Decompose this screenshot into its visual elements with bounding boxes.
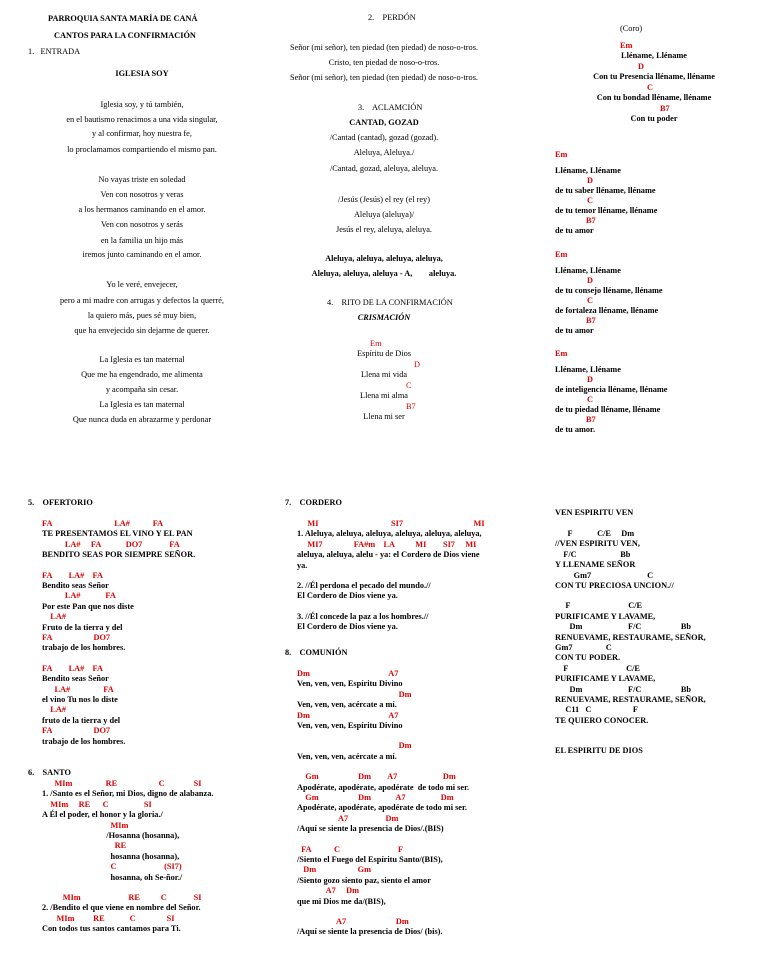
lyric-line: PURIFICAME Y LAVAME, <box>555 611 656 621</box>
chord: Em <box>555 349 568 358</box>
song-title-iglesia-soy: IGLESIA SOY <box>115 69 169 78</box>
chord-line: LA# FA <box>42 591 116 601</box>
chord: Em <box>555 250 568 259</box>
chord: Em <box>555 150 568 159</box>
lyric-line: La Iglesia es tan maternal <box>99 400 185 409</box>
lyric-line: ya. <box>297 560 308 570</box>
lyric-line: de inteligencia lléname, lléname <box>555 385 668 394</box>
lyric-line: Yo le veré, envejecer, <box>106 280 178 289</box>
lyric-line: Con tu Presencia lléname, lléname <box>593 72 715 81</box>
lyric-line: hosanna, oh Se-ñor./ <box>42 872 183 882</box>
chord-line: MIm <box>42 820 129 830</box>
doc-subtitle: CANTOS PARA LA CONFIRMACIÓN <box>54 31 196 40</box>
chord-line: MIm RE C SI <box>42 913 175 923</box>
lyric-line: Bendito seas Señor <box>42 581 109 590</box>
chord-line: Dm Gm <box>297 865 371 875</box>
chord-line: LA# <box>42 612 66 622</box>
lyric-line: Lléname, Lléname <box>555 166 621 175</box>
lyric-line: Y LLENAME SEÑOR <box>555 560 636 570</box>
lyric-line: Lléname, Lléname <box>555 266 621 275</box>
chord-line: RE <box>42 841 127 851</box>
lyric-line: Cristo, ten piedad de noso-o-tros. <box>328 58 440 67</box>
lyric-line: Ven, ven, ven, Espíritu Divino <box>297 679 403 689</box>
chord-line: Dm A7 <box>297 710 399 720</box>
lyric-line: que ha envejecido sin dejarme de querer. <box>74 326 210 335</box>
lyric-line: /Cantad, gozad, aleluya, aleluya. <box>329 164 439 173</box>
lyric-line: EL ESPIRITU DE DIOS <box>555 746 643 756</box>
lyric-line: de tu amor. <box>555 425 596 434</box>
chord: B7 <box>406 402 416 411</box>
lyric-line: a los hermanos caminando en el amor. <box>78 205 206 214</box>
song-title-ven-espiritu: VEN ESPIRITU VEN <box>555 508 634 517</box>
chord-line: Dm <box>297 689 412 699</box>
chord: D <box>587 276 593 285</box>
chord-line: FA C F <box>297 844 404 854</box>
chord-line: MI7 FA#m LA MI SI7 MI <box>297 539 477 549</box>
chord-line: A7 Dm <box>297 917 409 926</box>
lyric-line: /Hosanna (hosanna), <box>42 831 180 840</box>
section-cordero: 7. CORDERO <box>285 498 342 507</box>
lyric-line: RENUEVAME, RESTAURAME, SEÑOR, <box>555 695 706 704</box>
lyric-line: de tu amor <box>555 326 594 335</box>
lyric-line: No vayas triste en soledad <box>98 175 186 184</box>
lyric-line: El Cordero de Dios viene ya. <box>297 591 398 601</box>
chord-line: Gm Dm A7 Dm <box>297 793 454 802</box>
lyric-line: 3. //Él concede la paz a los hombres.// <box>297 611 429 621</box>
lyric-line: 2. /Bendito el que viene en nombre del Señor. <box>42 903 201 913</box>
chord-line: FA LA# FA <box>42 570 103 580</box>
lyric-line: TE QUIERO CONOCER. <box>555 715 649 725</box>
lyric-line: Jesús el rey, aleluya, aleluya. <box>336 225 432 234</box>
chord: Em <box>620 41 633 50</box>
lyric-line: y al confirmar, hoy nuestra fe, <box>92 129 192 138</box>
chord-line: MIm RE C SI <box>42 799 152 809</box>
lyric-line: trabajo de los hombres. <box>42 736 126 746</box>
lyric-line: Señor (mi señor), ten piedad (ten piedad) de noso-o-tros. <box>289 73 478 82</box>
lyric-line: Apodérate, apodérate, apodérate de todo mi ser. <box>297 782 470 792</box>
chord-line: LA# FA DO7 FA <box>42 539 180 549</box>
lyric-line: de tu temor lléname, lléname <box>555 206 658 215</box>
chord-line: F C/E <box>555 601 643 611</box>
chord-line: FA LA# FA <box>42 519 164 528</box>
lyric-line: que mi Dios me da/(BIS), <box>297 896 386 906</box>
lyric-line: y acompaña sin cesar. <box>105 385 179 394</box>
lyric-line: de fortaleza lléname, lléname <box>555 306 659 315</box>
lyric-line: TE PRESENTAMOS EL VINO Y EL PAN <box>42 529 193 539</box>
chord: B7 <box>586 216 596 225</box>
chord: C <box>587 196 593 205</box>
lyric-line: Lléname, Lléname <box>621 51 687 60</box>
lyric-line: de tu piedad lléname, lléname <box>555 405 661 414</box>
chord-line: LA# <box>42 705 66 715</box>
section-perdon: 2. PERDÓN <box>368 13 416 22</box>
lyric-line: de tu amor <box>555 226 594 235</box>
section-rito: 4. RITO DE LA CONFIRMACIÓN <box>327 298 453 307</box>
lyric-line: /Siento el Fuego del Espíritu Santo/(BIS), <box>297 855 443 864</box>
chord-line: Dm F/C Bb <box>555 684 691 694</box>
chord-line: Dm A7 <box>297 669 399 678</box>
lyric-line: Ven con nosotros y serás <box>100 220 184 229</box>
chord: D <box>587 375 593 384</box>
lyric-line: Lléname, Lléname <box>555 365 621 374</box>
lyric-line: RENUEVAME, RESTAURAME, SEÑOR, <box>555 632 706 642</box>
lyric-line: BENDITO SEAS POR SIEMPRE SEÑOR. <box>42 550 196 560</box>
chord: C <box>587 296 593 305</box>
lyric-line: /Siento gozo siento paz, siento el amor <box>297 875 431 885</box>
lyric-line: CON TU PODER. <box>555 653 621 663</box>
lyric-line: hosanna (hosanna), <box>42 851 180 861</box>
lyric-line: PURIFICAME Y LAVAME, <box>555 674 656 684</box>
chord: Em <box>370 339 382 348</box>
chord: C <box>647 83 653 92</box>
chord-line: MIm RE C SI <box>42 893 202 902</box>
lyric-line: Con todos tus santos cantamos para Ti. <box>42 924 181 934</box>
lyric-line: Apodérate, apodérate, apodérate de todo mi ser. <box>297 803 467 813</box>
chord-line: Dm F/C Bb <box>555 622 691 632</box>
chord-line: F C/E Dm <box>555 529 635 538</box>
chord-line: F C/E <box>555 663 640 673</box>
lyric-line: CON TU PRECIOSA UNCION.// <box>555 581 674 590</box>
chord: B7 <box>660 104 670 113</box>
lyric-line: La Iglesia es tan maternal <box>99 355 185 364</box>
chord: C <box>406 381 412 390</box>
song-title-crismacion: CRISMACIÓN <box>357 313 411 322</box>
lyric-line: A Él el poder, el honor y la gloria./ <box>42 810 163 820</box>
chord-line: A7 Dm <box>297 886 359 896</box>
chord: D <box>414 360 420 369</box>
lyric-line: Con tu poder <box>630 114 678 123</box>
lyric-line: pero a mi madre con arrugas y defectos la querré, <box>59 296 225 305</box>
lyric-line: Ven, ven, ven, acércate a mí. <box>297 700 397 710</box>
lyric-line: el vino Tu nos lo diste <box>42 695 118 704</box>
lyric-line: Aleluya (aleluya)/ <box>353 210 415 219</box>
lyric-line: 2. //Él perdona el pecado del mundo.// <box>297 581 431 590</box>
chord-line: FA LA# FA <box>42 663 103 673</box>
chord-line: C11 C F <box>555 705 638 715</box>
chord-line: A7 Dm <box>297 813 399 823</box>
chord-line: Gm7 C <box>555 570 654 580</box>
lyric-line: de tu saber lléname, lléname <box>555 186 656 195</box>
chord-line: MIm RE C SI <box>42 779 202 788</box>
coro-label: (Coro) <box>620 24 643 33</box>
chord: C <box>587 395 593 404</box>
chord-line: F/C Bb <box>555 549 631 559</box>
section-santo: 6. SANTO <box>28 768 71 777</box>
lyric-line: Bendito seas Señor <box>42 674 109 684</box>
lyric-line: de tu consejo lléname, lléname <box>555 286 663 295</box>
lyric-line: fruto de la tierra y del <box>42 715 121 725</box>
chord-line: Gm Dm A7 Dm <box>297 772 456 782</box>
lyric-line: trabajo de los hombres. <box>42 643 126 653</box>
lyric-line: la quiero más, pues sé muy bien, <box>87 311 197 320</box>
lyric-line: Con tu bondad lléname, lléname <box>596 93 712 102</box>
lyric-line: /Jesús (Jesús) el rey (el rey) <box>338 195 430 204</box>
lyric-line: Ven, ven, ven, Espíritu Divino <box>297 721 403 730</box>
chord: B7 <box>586 415 596 424</box>
lyric-line: Por este Pan que nos diste <box>42 601 134 611</box>
lyric-line: Ven, ven, ven, acércate a mí. <box>297 751 397 761</box>
chord-line: Gm7 C <box>555 643 612 652</box>
chord-line: MI SI7 MI <box>297 519 485 528</box>
lyric-line: /Aquí se siente la presencia de Dios/.(BIS) <box>297 824 444 834</box>
chord: D <box>587 176 593 185</box>
lyric-line: Fruto de la tierra y del <box>42 622 123 632</box>
chord: D <box>638 62 644 71</box>
lyric-line: El Cordero de Dios viene ya. <box>297 622 398 632</box>
lyric-line: Que me ha engendrado, me alimenta <box>81 370 203 379</box>
lyric-line: Iglesia soy, y tú también, <box>100 100 184 109</box>
section-comunion: 8. COMUNIÓN <box>285 648 348 657</box>
lyric-line: en el bautismo renacimos a una vida singular, <box>66 115 218 124</box>
lyric-line: Señor (mi señor), ten piedad (ten piedad) de noso-o-tros. <box>289 43 478 52</box>
lyric-line: /Aquí se siente la presencia de Dios/ (bis). <box>297 927 443 937</box>
chord-line: FA DO7 <box>42 633 111 642</box>
chord-line: FA DO7 <box>42 726 111 736</box>
aleluya-line-1: Aleluya, aleluya, aleluya, aleluya, <box>325 254 443 263</box>
lyric-line: iremos junto caminando en el amor. <box>82 250 202 259</box>
section-aclamacion: 3. ACLAMCIÓN <box>358 103 423 112</box>
chord-line: C (SI7) <box>42 862 182 872</box>
lyric-line: en la familia un hijo más <box>100 236 184 245</box>
lyric-line: Ven con nosotros y veras <box>100 190 184 199</box>
lyric-line: //VEN ESPIRITU VEN, <box>555 539 640 549</box>
lyric-line: 1. /Santo es el Señor, mi Dios, digno de alabanza. <box>42 789 214 799</box>
lyric-line: /Cantad (cantad), gozad (gozad). <box>329 133 439 142</box>
lyric-line: Aleluya, Aleluya./ <box>353 148 415 157</box>
chord-line: LA# FA <box>42 684 114 694</box>
parish-title: PARROQUIA SANTA MARÍA DE CANÁ <box>48 14 198 23</box>
aleluya-line-2: Aleluya, aleluya, aleluya - A, aleluya. <box>311 269 457 278</box>
lyric-line: Que nunca duda en abrazarme y perdonar <box>72 415 212 424</box>
lyric-line: Espíritu de Dios <box>357 349 411 358</box>
lyric-line: lo proclamamos compartiendo el mismo pan. <box>67 145 217 154</box>
lyric-line: Llena mi alma <box>360 391 408 400</box>
chord-line: Dm <box>297 741 412 751</box>
section-ofertorio: 5. OFERTORIO <box>28 498 93 507</box>
lyric-line: 1. Aleluya, aleluya, aleluya, aleluya, aleluya, aleluya, <box>297 529 482 539</box>
chord: B7 <box>586 316 596 325</box>
song-title-cantad-gozad: CANTAD, GOZAD <box>349 118 419 127</box>
lyric-line: Llena mi vida <box>360 370 408 379</box>
lyric-line: Llena mi ser <box>363 412 405 421</box>
section-entrada: 1. ENTRADA <box>28 47 81 56</box>
lyric-line: aleluya, aleluya, alelu - ya: el Cordero de Dios viene <box>297 550 480 560</box>
